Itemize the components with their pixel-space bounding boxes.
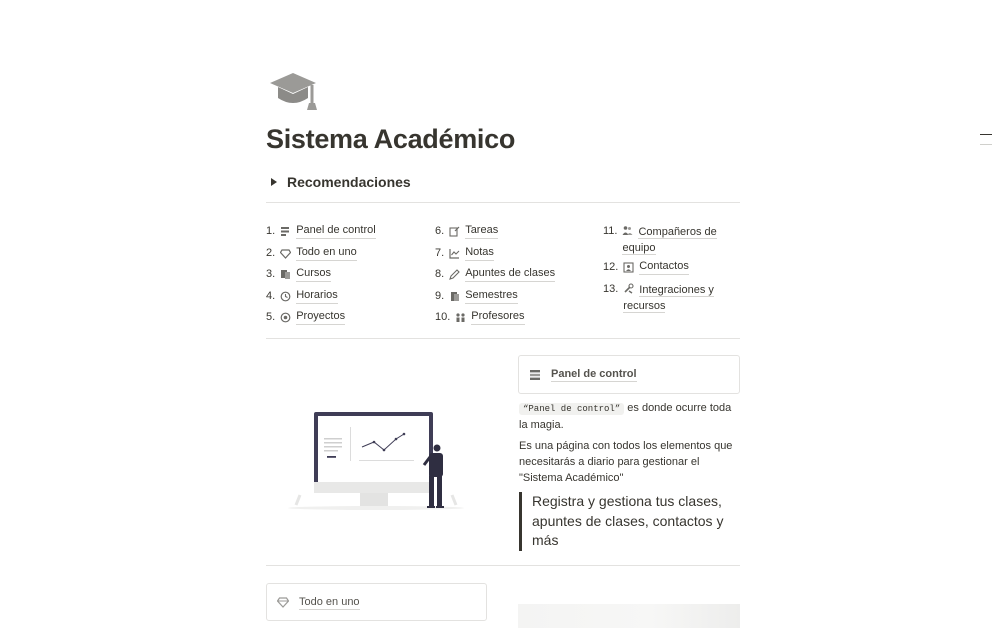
nav-item-notas[interactable] <box>435 243 555 265</box>
description-text: es donde ocurre toda la magia. <box>519 402 732 431</box>
nav-item-label[interactable]: Tareas <box>465 223 498 239</box>
nav-item-contactos[interactable] <box>603 257 745 279</box>
target-icon <box>280 312 291 323</box>
list-number: 6. <box>435 225 445 237</box>
gem-icon <box>277 596 289 608</box>
dashboard-icon <box>529 369 541 381</box>
bookmarks-icon <box>449 291 460 302</box>
cover-image <box>518 604 740 628</box>
nav-item-panel-de-control[interactable] <box>266 221 376 243</box>
nav-item-integraciones-y-recursos[interactable] <box>603 279 745 314</box>
nav-item-label[interactable]: Proyectos <box>296 309 345 325</box>
page-outline-indicator[interactable] <box>980 134 992 154</box>
nav-item-label-wrap[interactable] <box>623 282 745 314</box>
nav-item-companeros-de-equipo[interactable] <box>603 221 745 253</box>
inline-code: “Panel de control” <box>519 403 624 415</box>
team-icon <box>622 225 633 236</box>
nav-item-horarios[interactable] <box>266 286 376 308</box>
list-number: 12. <box>603 261 619 273</box>
divider <box>266 202 740 203</box>
teachers-icon <box>455 312 466 323</box>
nav-column-1 <box>266 221 376 329</box>
dashboard-icon <box>280 226 291 237</box>
list-number: 13. <box>603 282 619 295</box>
nav-item-label[interactable]: Panel de control <box>296 223 376 239</box>
nav-item-proyectos[interactable] <box>266 307 376 329</box>
checklist-icon <box>449 226 460 237</box>
nav-item-profesores[interactable] <box>435 307 555 329</box>
nav-item-label[interactable]: Profesores <box>471 309 524 325</box>
link-card-label[interactable]: Todo en uno <box>299 595 360 608</box>
grade-chart-icon <box>449 248 460 259</box>
description-paragraph-2: Es una página con todos los elementos que necesitarás a diario para gestionar el "Sistema Académico" <box>519 440 733 484</box>
recommendations-toggle[interactable] <box>266 174 411 190</box>
list-number: 5. <box>266 311 276 323</box>
list-number: 10. <box>435 311 451 323</box>
nav-item-label[interactable]: Apuntes de clases <box>465 266 555 282</box>
nav-column-3 <box>603 221 745 314</box>
list-number: 9. <box>435 289 445 302</box>
list-number: 1. <box>266 225 276 237</box>
divider <box>266 338 740 339</box>
books-icon <box>280 269 291 280</box>
panel-de-control-link[interactable] <box>518 355 740 394</box>
dashboard-illustration <box>286 405 468 515</box>
outline-mark[interactable] <box>980 134 992 135</box>
triangle-right-icon[interactable] <box>271 178 277 186</box>
list-number: 4. <box>266 289 276 302</box>
nav-item-label-wrap[interactable] <box>622 224 740 256</box>
nav-item-label[interactable]: Semestres <box>465 288 518 304</box>
page-title: Sistema Académico <box>266 124 516 154</box>
link-card-label[interactable]: Panel de control <box>551 368 637 380</box>
nav-item-cursos[interactable] <box>266 264 376 286</box>
description-paragraph-1 <box>519 400 741 433</box>
clock-icon <box>280 291 291 302</box>
toggle-label: Recomendaciones <box>287 174 411 190</box>
gem-icon <box>280 248 291 259</box>
quote-text: Registra y gestiona tus clases, apuntes de clases, contactos y más <box>532 493 724 548</box>
nav-item-apuntes-de-clases[interactable] <box>435 264 555 286</box>
list-number: 8. <box>435 268 445 280</box>
tools-icon <box>623 283 634 294</box>
list-number: 2. <box>266 246 276 259</box>
nav-item-label[interactable]: Notas <box>465 245 494 261</box>
nav-item-semestres[interactable] <box>435 286 555 308</box>
list-number: 3. <box>266 268 276 280</box>
list-number: 11. <box>603 225 618 237</box>
nav-item-tareas[interactable] <box>435 221 555 243</box>
pencil-icon <box>449 269 460 280</box>
nav-column-2 <box>435 221 555 329</box>
outline-mark[interactable] <box>980 144 992 145</box>
quote-block <box>519 492 740 551</box>
graduation-cap-icon[interactable] <box>268 70 320 112</box>
list-number: 7. <box>435 246 445 259</box>
nav-item-label[interactable]: Integraciones y recursos <box>623 283 714 312</box>
todo-en-uno-link[interactable] <box>266 583 487 621</box>
nav-item-todo-en-uno[interactable] <box>266 243 376 265</box>
nav-item-label[interactable]: Compañeros de equipo <box>622 226 717 254</box>
contacts-icon <box>623 262 634 273</box>
nav-item-label[interactable]: Cursos <box>296 266 331 282</box>
nav-item-label[interactable]: Todo en uno <box>296 245 357 261</box>
nav-item-label[interactable]: Contactos <box>639 259 689 275</box>
nav-item-label[interactable]: Horarios <box>296 288 338 304</box>
divider <box>266 565 740 566</box>
